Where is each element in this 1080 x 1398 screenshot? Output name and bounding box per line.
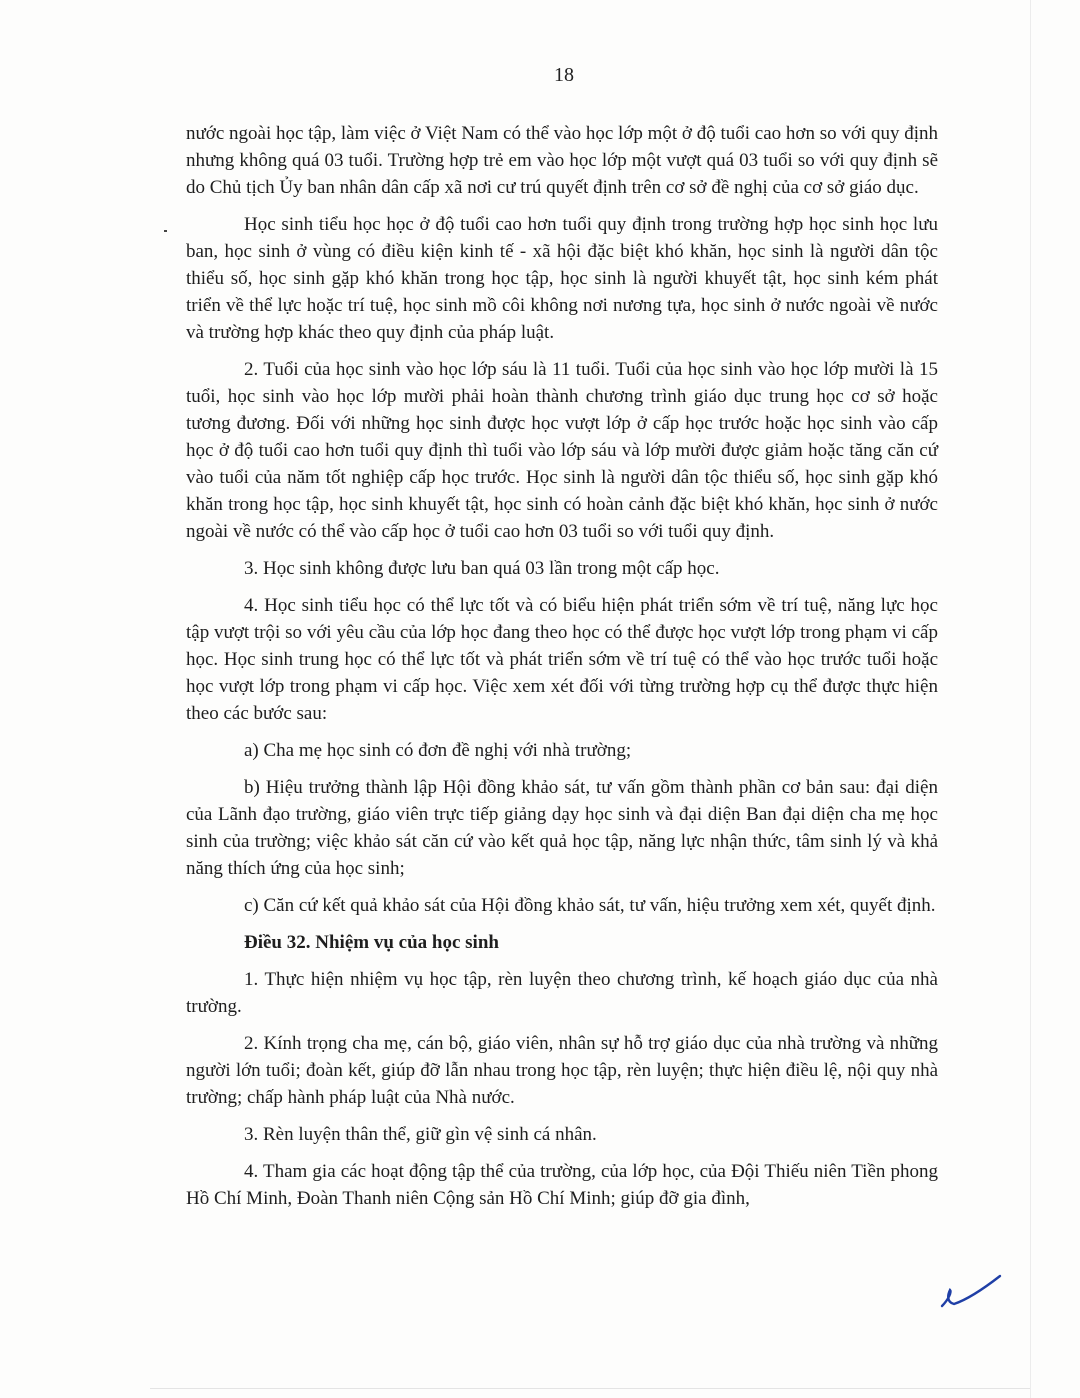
- initial-signature: [934, 1270, 1004, 1310]
- article-paragraph: 2. Kính trọng cha mẹ, cán bộ, giáo viên, nhân sự hỗ trợ giáo dục của nhà trường và những người lớn tuổi; đoàn kết, giúp đỡ lẫn nhau trong học tập, rèn luyện; thực hiện điều lệ, nội quy nhà trường; chấp hành pháp luật của Nhà nước.: [186, 1033, 938, 1108]
- article-paragraph: 1. Thực hiện nhiệm vụ học tập, rèn luyện theo chương trình, kế hoạch giáo dục của nhà trường.: [186, 969, 938, 1017]
- paragraph-continuation: nước ngoài học tập, làm việc ở Việt Nam có thể vào học lớp một ở độ tuổi cao hơn so với quy định nhưng không quá 03 tuổi. Trường hợp trẻ em vào học lớp một vượt quá 03 tuổi so với quy định sẽ do Chủ tịch Ủy ban nhân dân cấp xã nơi cư trú quyết định trên cơ sở đề nghị của cơ sở giáo dục.: [186, 123, 938, 198]
- scan-speck: [164, 230, 167, 232]
- paragraph: a) Cha mẹ học sinh có đơn đề nghị với nhà trường;: [244, 740, 632, 761]
- page-number: 18: [554, 64, 574, 86]
- paragraph: 3. Học sinh không được lưu ban quá 03 lần trong một cấp học.: [244, 558, 720, 579]
- article-paragraph: 3. Rèn luyện thân thể, giữ gìn vệ sinh cá nhân.: [244, 1124, 597, 1145]
- document-body: [186, 120, 938, 1222]
- paragraph: c) Căn cứ kết quả khảo sát của Hội đồng khảo sát, tư vấn, hiệu trưởng xem xét, quyết định.: [244, 895, 936, 916]
- paragraph: 4. Học sinh tiểu học có thể lực tốt và có biểu hiện phát triển sớm về trí tuệ, năng lực học tập vượt trội so với yêu cầu của lớp học đang theo học có thể được học vượt lớp trong phạm vi cấp học. Học sinh trung học có thể lực tốt và phát triển sớm về trí tuệ có thể vào học trước tuổi hoặc học vượt lớp trong phạm vi cấp học. Việc xem xét đối với từng trường hợp cụ thể được thực hiện theo các bước sau:: [186, 595, 938, 724]
- paragraph: b) Hiệu trưởng thành lập Hội đồng khảo sát, tư vấn gồm thành phần cơ bản sau: đại diện của Lãnh đạo trường, giáo viên trực tiếp giảng dạy học sinh và đại diện Ban đại diện cha mẹ học sinh của trường; việc khảo sát căn cứ vào kết quả học tập, năng lực nhận thức, tâm sinh lý và khả năng thích ứng của học sinh;: [186, 777, 938, 879]
- article-heading: Điều 32. Nhiệm vụ của học sinh: [244, 932, 499, 953]
- signature-stroke: [942, 1276, 1000, 1306]
- scan-edge: [1030, 0, 1031, 1398]
- paragraph: 2. Tuổi của học sinh vào học lớp sáu là 11 tuổi. Tuổi của học sinh vào học lớp mười là 15 tuổi, học sinh vào học lớp mười phải hoàn thành chương trình giáo dục trung học cơ sở hoặc tương đương. Đối với những học sinh được học vượt lớp ở cấp học trước hoặc học sinh vào cấp học ở độ tuổi cao hơn tuổi quy định thì tuổi vào lớp sáu và lớp mười được giảm hoặc tăng căn cứ vào tuổi của năm tốt nghiệp cấp học trước. Học sinh là người dân tộc thiểu số, học sinh gặp khó khăn trong học tập, học sinh khuyết tật, học sinh có hoàn cảnh đặc biệt khó khăn, học sinh ở nước ngoài về nước có thể vào cấp học ở tuổi cao hơn 03 tuổi so với tuổi quy định.: [186, 359, 938, 542]
- article-paragraph: 4. Tham gia các hoạt động tập thể của trường, của lớp học, của Đội Thiếu niên Tiền phong Hồ Chí Minh, Đoàn Thanh niên Cộng sản Hồ Chí Minh; giúp đỡ gia đình,: [186, 1161, 938, 1209]
- paragraph: Học sinh tiểu học học ở độ tuổi cao hơn tuổi quy định trong trường hợp học sinh học lưu ban, học sinh ở vùng có điều kiện kinh tế - xã hội đặc biệt khó khăn, học sinh là người dân tộc thiểu số, học sinh gặp khó khăn trong học tập, học sinh là người khuyết tật, học sinh kém phát triển về thể lực hoặc trí tuệ, học sinh mồ côi không nơi nương tựa, học sinh ở nước ngoài về nước và trường hợp khác theo quy định của pháp luật.: [186, 214, 938, 343]
- scan-bottom-edge: [150, 1388, 1030, 1389]
